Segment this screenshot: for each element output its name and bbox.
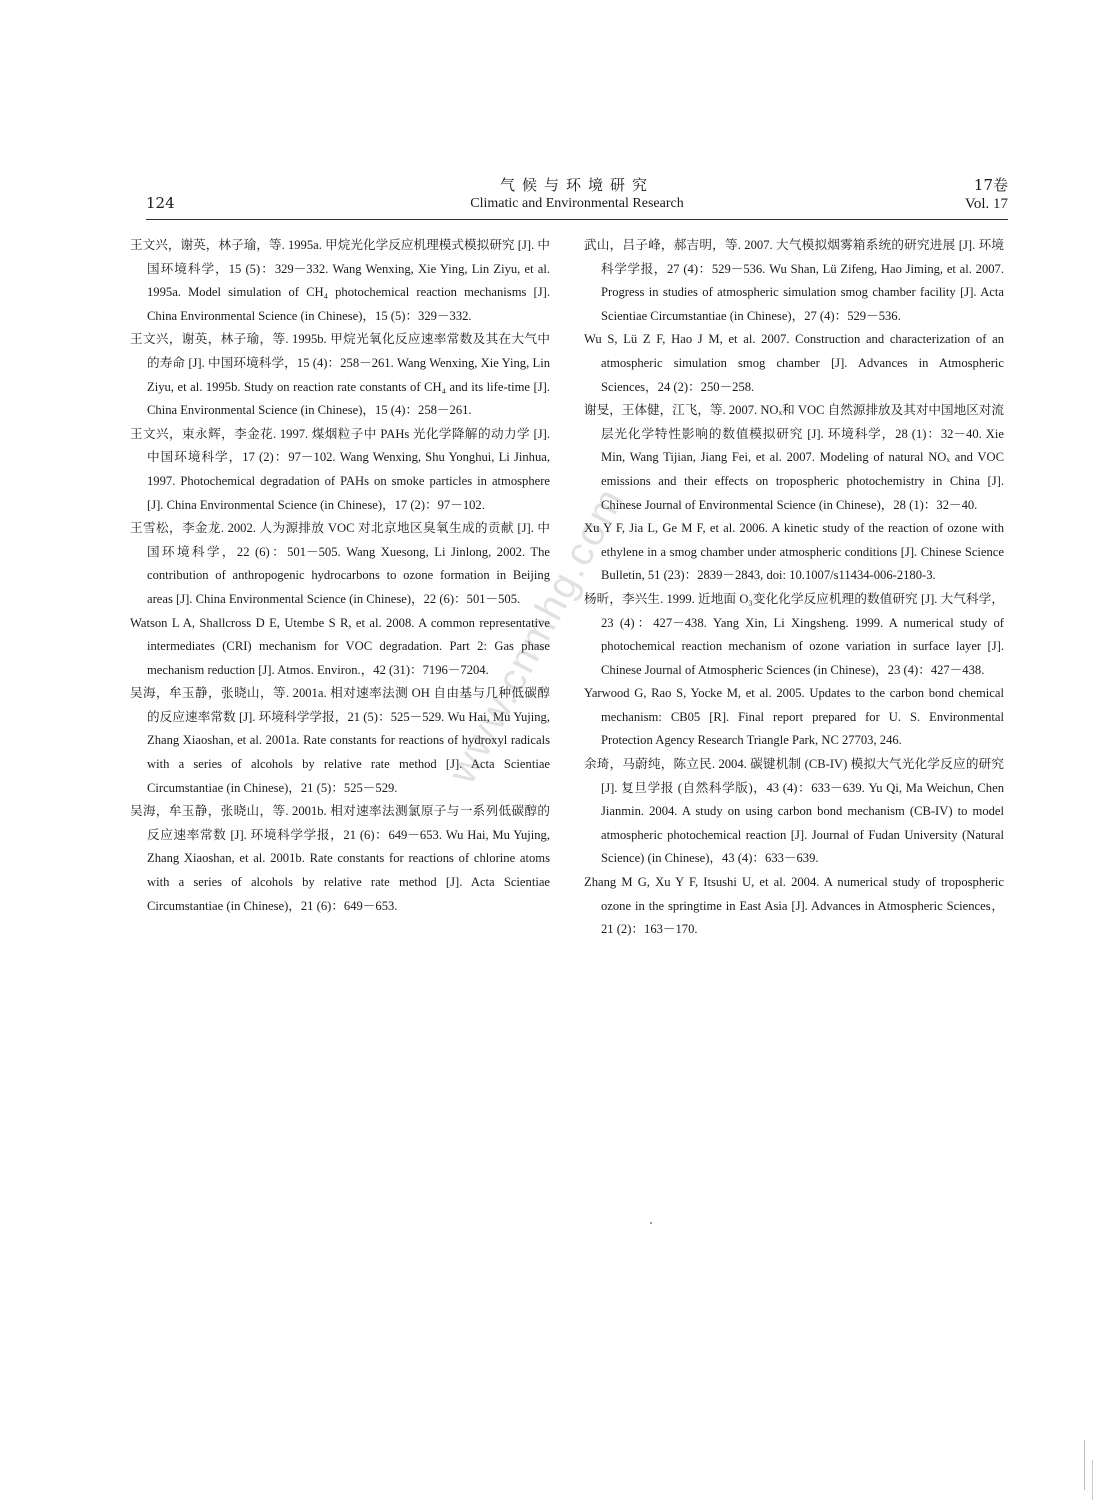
scan-edge-mark: [1092, 1460, 1093, 1500]
journal-title-en: Climatic and Environmental Research: [470, 196, 684, 211]
reference-entry: 杨昕，李兴生. 1999. 近地面 O₃变化化学反应机理的数值研究 [J]. 大气科学，23 (4)：427－438. Yang Xin, Li Xingsheng. 1999. A numerical study of photochemical reaction mechanism of ozone variation in surface layer [J]. Chinese Journal of Atmospheric Sciences (in Chinese)，23 (4)：427－438.: [584, 591, 1004, 677]
page-header: [146, 176, 1008, 216]
journal-title-cn: 气候与环境研究: [499, 176, 654, 194]
journal-title: [146, 176, 1008, 214]
header-rule: [146, 219, 1008, 220]
scan-edge-mark: [1084, 1440, 1085, 1490]
page-number: 124: [146, 194, 175, 212]
reference-entry: Watson L A, Shallcross D E, Utembe S R, et al. 2008. A common representative intermediates (CRI) mechanism for VOC degradation. Part 2: Gas phase mechanism reduction [J]. Atmos. Environ.，42 (31)：7196－7204.: [130, 615, 550, 677]
reference-entry: 余琦，马蔚纯，陈立民. 2004. 碳键机制 (CB-IV) 模拟大气光化学反应的研究 [J]. 复旦学报 (自然科学版)，43 (4)：633－639. Yu Qi, Ma Weichun, Chen Jianmin. 2004. A study on using carbon bond mechanism (CB-IV) to model atmospheric photochemical reaction [J]. Journal of Fudan University (Natural Science) (in Chinese)，43 (4)：633－639.: [584, 757, 1004, 866]
reference-entry: 王雪松，李金龙. 2002. 人为源排放 VOC 对北京地区臭氧生成的贡献 [J]. 中国环境科学，22 (6)：501－505. Wang Xuesong, Li Jinlong, 2002. The contribution of anthropogenic hydrocarbons to ozone formation in Beijing areas [J]. China Environmental Science (in Chinese)，22 (6)：501－505.: [130, 521, 550, 606]
reference-entry: 谢旻，王体健，江飞，等. 2007. NOₓ和 VOC 自然源排放及其对中国地区对流层光化学特性影响的数值模拟研究 [J]. 环境科学，28 (1)：32－40. Xie Min, Wang Tijian, Jiang Fei, et al. 2007. Modeling of natural NOₓ and VOC emissions and their effects on tropospheric photochemistry in China [J]. Chinese Journal of Environmental Science (in Chinese)，28 (1)：32－40.: [584, 403, 1004, 512]
volume-info: [965, 176, 1008, 214]
reference-entry: 武山，吕子峰，郝吉明，等. 2007. 大气模拟烟雾箱系统的研究进展 [J]. 环境科学学报，27 (4)：529－536. Wu Shan, Lü Zifeng, Hao Jiming, et al. 2007. Progress in studies of atmospheric simulation smog chamber facility [J]. Acta Scientiae Circumstantiae (in Chinese)，27 (4)：529－536.: [584, 238, 1004, 323]
reference-entry: Xu Y F, Jia L, Ge M F, et al. 2006. A kinetic study of the reaction of ozone with ethylene in a smog chamber under atmospheric conditions [J]. Chinese Science Bulletin, 51 (23)：2839－2843, doi: 10.1007/s11434-006-2180-3.: [584, 521, 1004, 583]
volume-cn: 17卷: [973, 176, 1008, 194]
references-left-column: [130, 234, 550, 918]
reference-entry: 吴海，牟玉静，张晓山，等. 2001a. 相对速率法测 OH 自由基与几种低碳醇的反应速率常数 [J]. 环境科学学报，21 (5)：525－529. Wu Hai, Mu Yujing, Zhang Xiaoshan, et al. 2001a. Rate constants for reactions of hydroxyl radicals with a series of alcohols by relative rate method [J]. Acta Scientiae Circumstantiae (in Chinese)，21 (5)：525－529.: [130, 686, 550, 795]
reference-entry: 王文兴，束永辉，李金花. 1997. 煤烟粒子中 PAHs 光化学降解的动力学 [J]. 中国环境科学，17 (2)：97－102. Wang Wenxing, Shu Yonghui, Li Jinhua, 1997. Photochemical degradation of PAHs on smoke particles in atmosphere [J]. China Environmental Science (in Chinese)，17 (2)：97－102.: [130, 426, 550, 512]
watermark: www.cnmhg.com: [440, 480, 633, 791]
volume-en: Vol. 17: [964, 196, 1008, 212]
references-right-column: [584, 234, 1004, 942]
reference-entry: Zhang M G, Xu Y F, Itsushi U, et al. 2004. A numerical study of tropospheric ozone in the springtime in East Asia [J]. Advances in Atmospheric Sciences，21 (2)：163－170.: [584, 875, 1004, 937]
reference-entry: Yarwood G, Rao S, Yocke M, et al. 2005. Updates to the carbon bond chemical mechanism: CB05 [R]. Final report prepared for U. S. Environmental Protection Agency Research Triangle Park, NC 27703, 246.: [584, 686, 1004, 748]
scan-speck: [650, 1222, 652, 1224]
reference-entry: 王文兴，谢英，林子瑜，等. 1995b. 甲烷光氧化反应速率常数及其在大气中的寿命 [J]. 中国环境科学，15 (4)：258－261. Wang Wenxing, Xie Ying, Lin Ziyu, et al. 1995b. Study on reaction rate constants of CH₄ and its life-time [J]. China Environmental Science (in Chinese)，15 (4)：258－261.: [130, 332, 550, 418]
reference-entry: 吴海，牟玉静，张晓山，等. 2001b. 相对速率法测氯原子与一系列低碳醇的反应速率常数 [J]. 环境科学学报，21 (6)：649－653. Wu Hai, Mu Yujing, Zhang Xiaoshan, et al. 2001b. Rate constants for reactions of chlorine atoms with a series of alcohols by relative rate method [J]. Acta Scientiae Circumstantiae (in Chinese)，21 (6)：649－653.: [130, 804, 550, 913]
reference-entry: 王文兴，谢英，林子瑜，等. 1995a. 甲烷光化学反应机理模式模拟研究 [J]. 中国环境科学，15 (5)：329－332. Wang Wenxing, Xie Ying, Lin Ziyu, et al. 1995a. Model simulation of CH₄ photochemical reaction mechanisms [J]. China Environmental Science (in Chinese)，15 (5)：329－332.: [130, 238, 550, 323]
reference-entry: Wu S, Lü Z F, Hao J M, et al. 2007. Construction and characterization of an atmospheric simulation smog chamber [J]. Advances in Atmospheric Sciences，24 (2)：250－258.: [584, 332, 1004, 394]
